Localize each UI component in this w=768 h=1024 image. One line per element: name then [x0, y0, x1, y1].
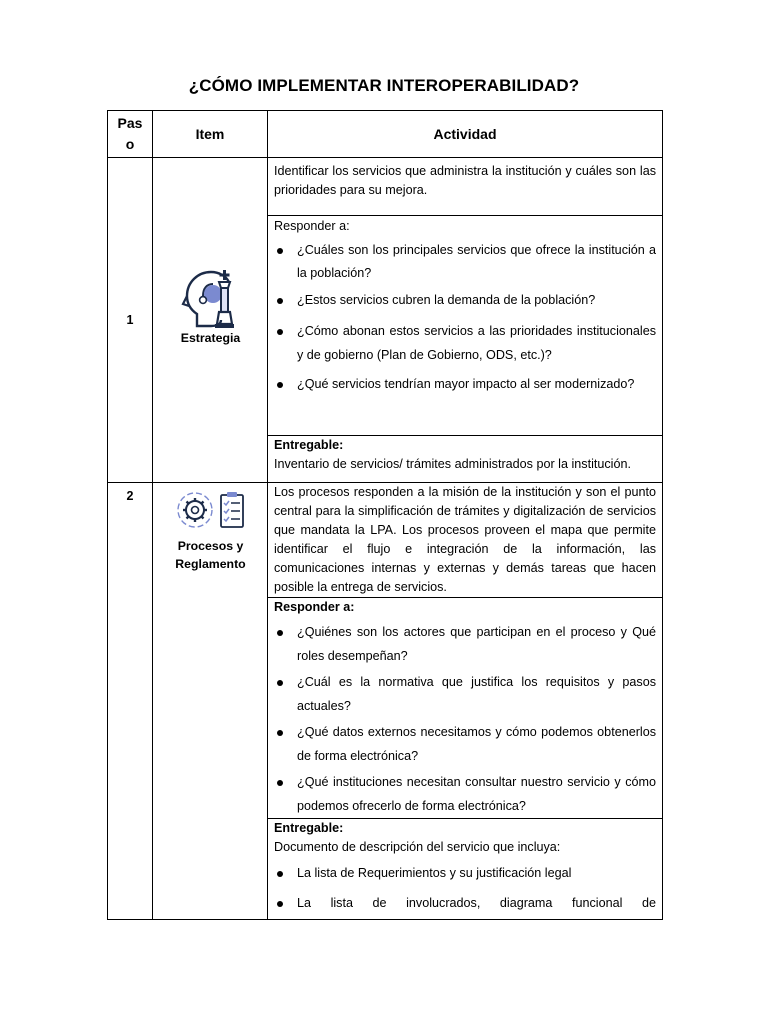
header-actividad: Actividad	[268, 111, 663, 158]
item-cell	[153, 483, 268, 920]
table-row	[108, 158, 663, 216]
step-intro: Los procesos responden a la misión de la institución y son el punto central para la simplificación de trámites y digitalización de servicios que mandata la LPA. Los procesos proveen el mapa que permite identificar el flujo e integración de la información, las comunicaciones internas y externas y demás tareas que hacen posible la entrega de servicios.	[274, 485, 656, 594]
questions-list	[274, 239, 656, 397]
item-cell	[153, 158, 268, 483]
strategy-head-chess-icon	[181, 266, 241, 332]
deliverable-cell	[268, 819, 663, 920]
table-row	[108, 483, 663, 598]
step-number: 1	[108, 158, 153, 483]
list-item: La lista de Requerimientos y su justificación legal	[274, 862, 656, 886]
deliverable-label: Entregable:	[274, 821, 344, 835]
questions-cell	[268, 215, 663, 435]
respond-label: Responder a:	[274, 218, 350, 233]
list-item: La lista de involucrados, diagrama funcional de	[274, 892, 656, 916]
item-label: Procesos y Reglamento	[175, 539, 246, 571]
deliverable-cell	[268, 435, 663, 482]
questions-cell	[268, 598, 663, 819]
header-paso: Pas o	[108, 111, 153, 158]
header-row	[108, 111, 663, 158]
list-item: ¿Quiénes son los actores que participan en el proceso y Qué roles desempeñan?	[274, 621, 656, 668]
item-label: Estrategia	[180, 331, 241, 345]
list-item: ¿Qué instituciones necesitan consultar nuestro servicio y cómo podemos ofrecerlo de forma electrónica?	[274, 771, 656, 818]
list-item: ¿Cuáles son los principales servicios que ofrece la institución a la población?	[274, 239, 656, 286]
deliverable-text: Documento de descripción del servicio que incluya:	[274, 840, 561, 854]
steps-table	[107, 110, 663, 920]
page-title: ¿CÓMO IMPLEMENTAR INTEROPERABILIDAD?	[188, 76, 580, 95]
list-item: ¿Estos servicios cubren la demanda de la población?	[274, 289, 656, 313]
list-item: ¿Cuál es la normativa que justifica los requisitos y pasos actuales?	[274, 671, 656, 718]
intro-cell	[268, 483, 663, 598]
list-item: ¿Cómo abonan estos servicios a las prioridades institucionales y de gobierno (Plan de Gobierno, ODS, etc.)?	[274, 320, 656, 367]
respond-label: Responder a:	[274, 600, 355, 614]
gear-checklist-icon	[175, 489, 247, 531]
list-item: ¿Qué servicios tendrían mayor impacto al ser modernizado?	[274, 373, 656, 397]
step-number: 2	[126, 489, 134, 503]
intro-cell	[268, 158, 663, 216]
header-item: Item	[153, 111, 268, 158]
deliverable-label: Entregable:	[274, 437, 344, 452]
step-number-cell	[108, 483, 153, 920]
list-item: ¿Qué datos externos necesitamos y cómo podemos obtenerlos de forma electrónica?	[274, 721, 656, 768]
deliverable-list	[274, 862, 656, 915]
deliverable-text: Inventario de servicios/ trámites administrados por la institución.	[274, 456, 631, 471]
step-intro: Identificar los servicios que administra la institución y cuáles son las prioridades para su mejora.	[274, 164, 656, 197]
questions-list	[274, 621, 656, 818]
